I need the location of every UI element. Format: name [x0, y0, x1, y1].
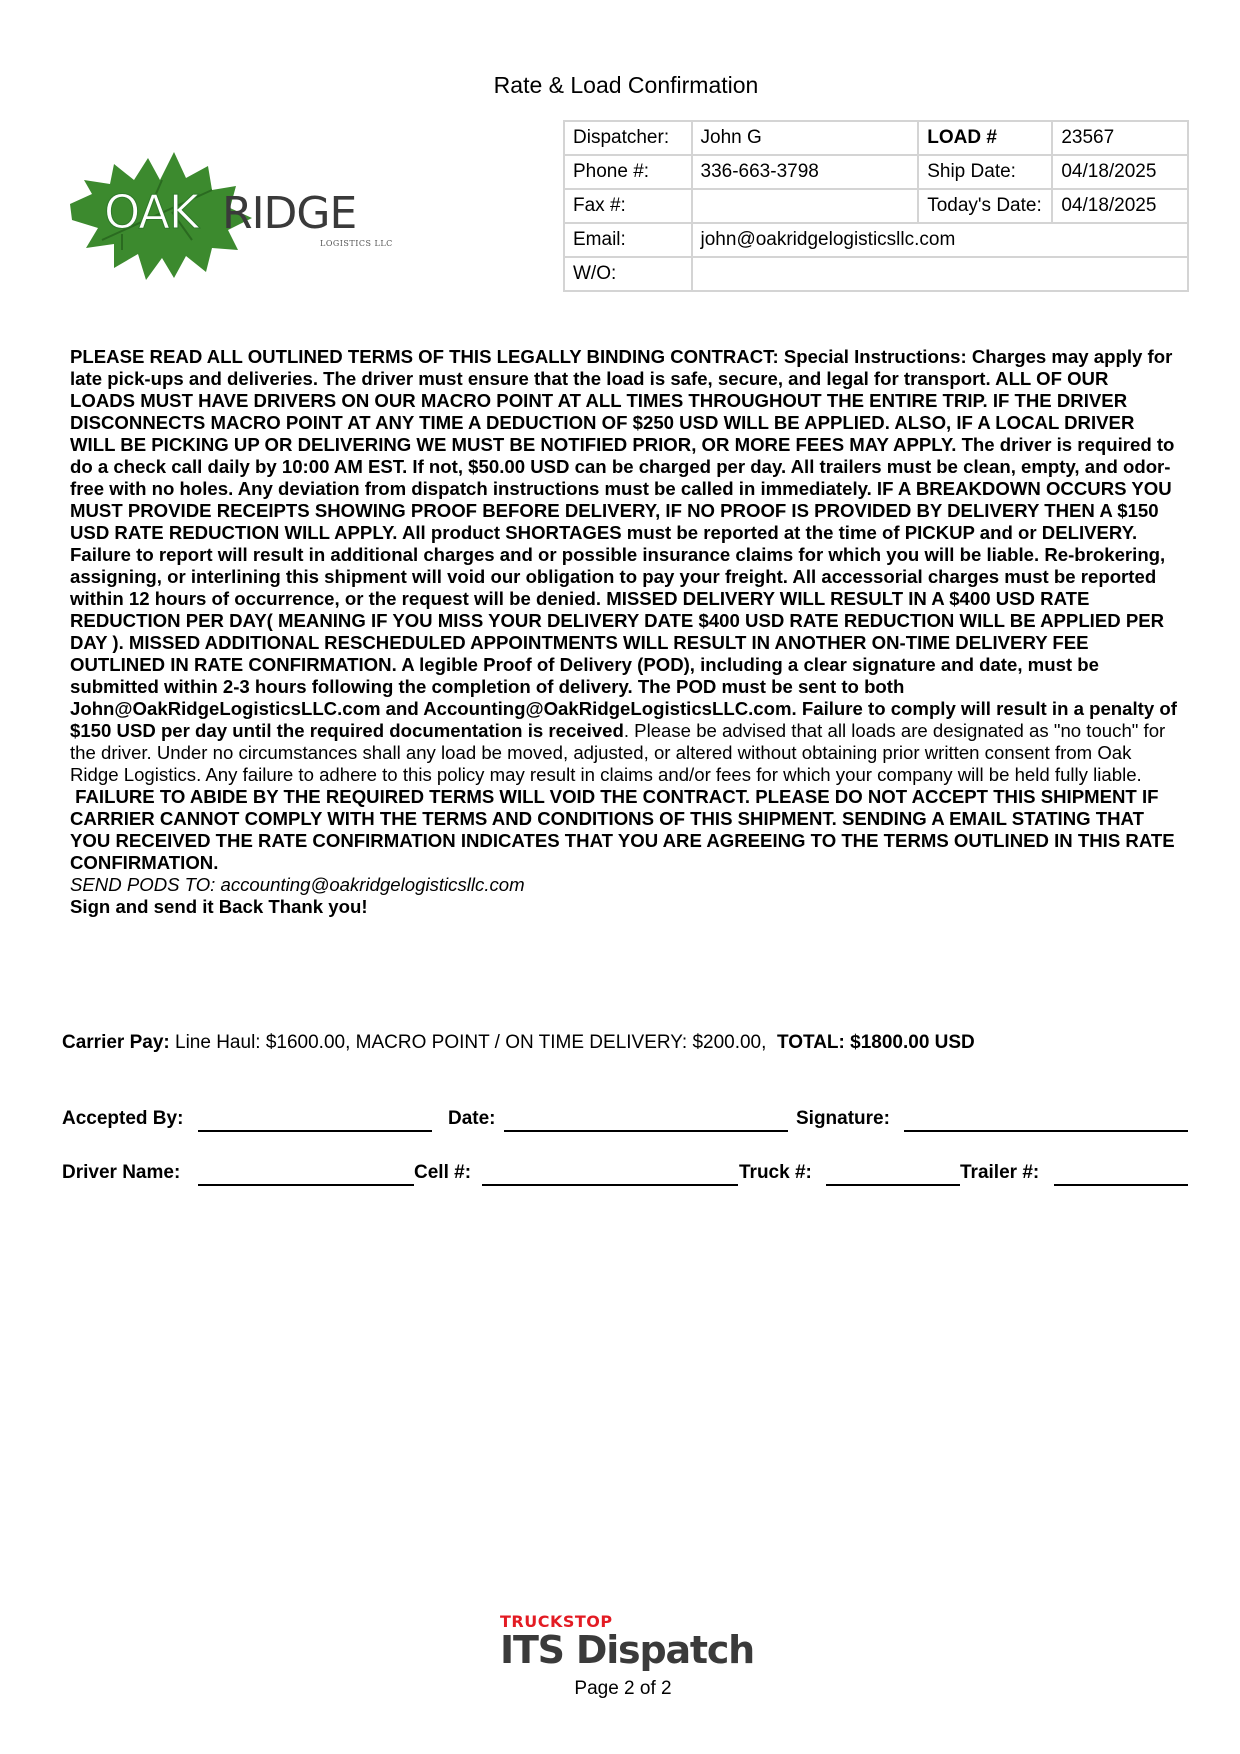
- info-row-email: [564, 223, 1188, 257]
- carrier-pay-line: [62, 1032, 975, 1054]
- page-number: Page 2 of 2: [574, 1678, 672, 1699]
- fax-value: [692, 189, 919, 223]
- load-info-table: [563, 120, 1189, 292]
- carrier-pay-total: TOTAL: $1800.00 USD: [776, 1032, 975, 1053]
- wo-value: [692, 257, 1188, 291]
- trailer-field[interactable]: [1054, 1184, 1188, 1186]
- info-row-fax: [564, 189, 1188, 223]
- terms-section: [70, 346, 1178, 918]
- terms-failure-text: FAILURE TO ABIDE BY THE REQUIRED TERMS WILL VOID THE CONTRACT. PLEASE DO NOT ACCEPT THIS SHIPMENT IF CARRIER CANNOT COMPLY WITH THE TERMS AND CONDITIONS OF THIS SHIPMENT. SENDING A EMAIL STATING THAT YOU RECEIVED THE RATE CONFIRMATION INDICATES THAT YOU ARE AGREEING TO THE TERMS OUTLINED IN THIS RATE CONFIRMATION.: [70, 786, 1180, 873]
- cell-field[interactable]: [482, 1184, 738, 1186]
- email-label: Email:: [564, 223, 692, 257]
- load-value: 23567: [1052, 121, 1188, 155]
- info-row-dispatcher: [564, 121, 1188, 155]
- driver-name-field[interactable]: [198, 1184, 414, 1186]
- send-pods-text: SEND PODS TO: accounting@oakridgelogisticsllc.com: [70, 874, 525, 895]
- truckstop-brand: TRUCKSTOP: [500, 1612, 613, 1631]
- dispatcher-label: Dispatcher:: [564, 121, 692, 155]
- date-field[interactable]: [504, 1130, 788, 1132]
- truck-label: Truck #:: [739, 1162, 812, 1183]
- company-logo: [62, 150, 422, 290]
- info-row-wo: [564, 257, 1188, 291]
- oak-leaf-icon: [62, 150, 422, 290]
- email-value: john@oakridgelogisticsllc.com: [692, 223, 1188, 257]
- dispatcher-value: John G: [692, 121, 919, 155]
- accepted-by-field[interactable]: [198, 1130, 432, 1132]
- carrier-pay-label: Carrier Pay:: [62, 1032, 170, 1053]
- its-dispatch-brand: ITS Dispatch: [500, 1628, 755, 1672]
- phone-label: Phone #:: [564, 155, 692, 189]
- trailer-label: Trailer #:: [960, 1162, 1040, 1183]
- terms-bold-text: PLEASE READ ALL OUTLINED TERMS OF THIS LEGALLY BINDING CONTRACT: Special Instructions: Charges may apply for late pick-ups and deliveries. The driver must ensure that the load is safe, secure, and legal for transport. ALL OF OUR LOADS MUST HAVE DRIVERS ON OUR MACRO POINT AT ALL TIMES THROUGHOUT THE ENTIRE TRIP. IF THE DRIVER DISCONNECTS MACRO POINT AT ANY TIME A DEDUCTION OF $250 USD WILL BE APPLIED. ALSO, IF A LOCAL DRIVER WILL BE PICKING UP OR DELIVERING WE MUST BE NOTIFIED PRIOR, OR MORE FEES MAY APPLY. The driver is required to do a check call daily by 10:00 AM EST. If not, $50.00 USD can be charged per day. All trailers must be clean, empty, and odor-free with no holes. Any deviation from dispatch instructions must be called in immediately. IF A BREAKDOWN OCCURS YOU MUST PROVIDE RECEIPTS SHOWING PROOF BEFORE DELIVERY, IF NO PROOF IS PROVIDED BY DELIVERY THEN A $150 USD RATE REDUCTION WILL APPLY. All product SHORTAGES must be reported at the time of PICKUP and or DELIVERY. Failure to report will result in additional charges and or possible insurance claims for which you will be liable. Re-brokering, assigning, or interlining this shipment will void our obligation to pay your freight. All accessorial charges must be reported within 12 hours of occurrence, or the request will be denied. MISSED DELIVERY WILL RESULT IN A $400 USD RATE REDUCTION PER DAY( MEANING IF YOU MISS YOUR DELIVERY DATE $400 USD RATE REDUCTION WILL BE APPLIED PER DAY ). MISSED ADDITIONAL RESCHEDULED APPOINTMENTS WILL RESULT IN ANOTHER ON-TIME DELIVERY FEE OUTLINED IN RATE CONFIRMATION. A legible Proof of Delivery (POD), including a clear signature and date, must be submitted within 2-3 hours following the completion of delivery. The POD must be sent to both John@OakRidgeLogisticsLLC.com and Accounting@OakRidgeLogisticsLLC.com. Failure to comply will result in a penalty of $150 USD per day until the required documentation is received: [70, 346, 1177, 741]
- phone-value: 336-663-3798: [692, 155, 919, 189]
- document-title: Rate & Load Confirmation: [493, 72, 759, 98]
- terms-paragraph: [70, 346, 1178, 786]
- ship-date-label: Ship Date:: [918, 155, 1052, 189]
- truck-field[interactable]: [826, 1184, 960, 1186]
- logo-text-sub: LOGISTICS LLC: [320, 239, 393, 248]
- driver-name-label: Driver Name:: [62, 1162, 181, 1183]
- todays-date-label: Today's Date:: [918, 189, 1052, 223]
- carrier-pay-details: Line Haul: $1600.00, MACRO POINT / ON TIME DELIVERY: $200.00,: [169, 1032, 777, 1053]
- load-label: LOAD #: [918, 121, 1052, 155]
- logo-text-ridge: RIDGE: [222, 188, 357, 239]
- terms-normal-text: . Please be advised that all loads are designated as "no touch" for the driver. Under no circumstances shall any load be moved, adjusted, or altered without obtaining prior written consent from Oak Ridge Logistics. Any failure to adhere to this policy may result in claims and/or fees for which your company will be held fully liable.: [70, 720, 1166, 785]
- cell-label: Cell #:: [414, 1162, 472, 1183]
- signature-field[interactable]: [904, 1130, 1188, 1132]
- todays-date-value: 04/18/2025: [1052, 189, 1188, 223]
- signature-label: Signature:: [796, 1108, 890, 1129]
- accepted-by-label: Accepted By:: [62, 1108, 184, 1129]
- fax-label: Fax #:: [564, 189, 692, 223]
- sign-back-text: Sign and send it Back Thank you!: [70, 896, 368, 917]
- info-row-phone: [564, 155, 1188, 189]
- wo-label: W/O:: [564, 257, 692, 291]
- date-label: Date:: [448, 1108, 496, 1129]
- ship-date-value: 04/18/2025: [1052, 155, 1188, 189]
- footer-brand: [500, 1612, 760, 1672]
- logo-text-oak: OAK: [104, 185, 199, 239]
